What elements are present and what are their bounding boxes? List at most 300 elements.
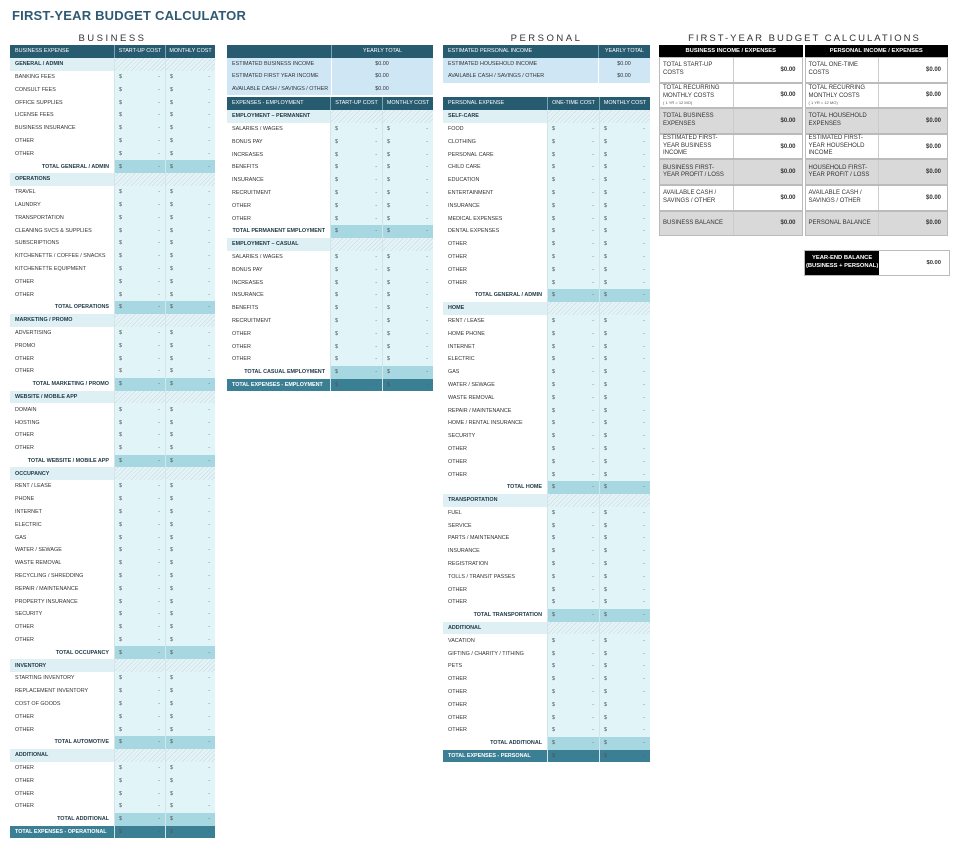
cost-cell-2[interactable] — [599, 507, 650, 520]
cost-cell-1[interactable] — [330, 289, 382, 302]
cost-cell-1[interactable] — [547, 596, 599, 609]
cost-cell-1[interactable] — [547, 686, 599, 699]
cost-cell-1[interactable] — [547, 123, 599, 136]
total-cell-1[interactable] — [114, 813, 165, 826]
cost-cell-2[interactable] — [382, 135, 433, 148]
cost-cell-1[interactable] — [114, 83, 165, 96]
cost-cell-1[interactable] — [114, 109, 165, 122]
cost-cell-2[interactable] — [599, 711, 650, 724]
cost-cell-1[interactable] — [330, 148, 382, 161]
cost-cell-2[interactable] — [165, 723, 215, 736]
cost-cell-2[interactable] — [599, 251, 650, 264]
cost-cell-2[interactable] — [165, 403, 215, 416]
dollar-sign: $ — [119, 739, 122, 746]
cost-cell-2[interactable] — [165, 263, 215, 276]
cost-cell-1[interactable] — [114, 365, 165, 378]
cost-cell-2[interactable] — [599, 545, 650, 558]
cost-cell-1[interactable] — [547, 225, 599, 238]
cost-cell-2[interactable] — [382, 315, 433, 328]
cost-cell-1[interactable] — [114, 211, 165, 224]
cost-cell-1[interactable] — [547, 545, 599, 558]
cost-cell-1[interactable] — [114, 237, 165, 250]
cost-cell-1[interactable] — [114, 595, 165, 608]
row-label: RECRUITMENT — [232, 317, 272, 324]
dash-value: - — [592, 343, 594, 350]
cost-cell-1[interactable] — [330, 302, 382, 315]
cost-cell-2[interactable] — [165, 365, 215, 378]
cost-cell-2[interactable] — [165, 672, 215, 685]
summary-value[interactable]: $0.00 — [598, 58, 650, 71]
cost-cell-1[interactable] — [114, 135, 165, 148]
cost-cell-2[interactable] — [599, 148, 650, 161]
cost-cell-2[interactable] — [165, 762, 215, 775]
grand-total-cell-2[interactable] — [599, 750, 650, 763]
calc-value[interactable]: $0.00 — [878, 212, 947, 236]
cost-cell-2[interactable] — [165, 327, 215, 340]
cost-cell-1[interactable] — [547, 187, 599, 200]
calc-value[interactable]: $0.00 — [878, 109, 947, 133]
cost-cell-1[interactable] — [114, 570, 165, 583]
cost-cell-1[interactable] — [547, 404, 599, 417]
total-cell-1[interactable] — [547, 737, 599, 750]
cost-cell-2[interactable] — [382, 340, 433, 353]
cost-cell-1[interactable] — [547, 315, 599, 328]
cost-cell-1[interactable] — [114, 608, 165, 621]
cost-cell-2[interactable] — [599, 570, 650, 583]
cost-cell-1[interactable] — [114, 493, 165, 506]
total-cell-1[interactable] — [114, 455, 165, 468]
cost-cell-2[interactable] — [165, 544, 215, 557]
dash-value: - — [643, 253, 645, 260]
cost-cell-1[interactable] — [114, 186, 165, 199]
cost-cell-1[interactable] — [114, 288, 165, 301]
cost-cell-2[interactable] — [599, 263, 650, 276]
cost-cell-1[interactable] — [547, 366, 599, 379]
cost-cell-2[interactable] — [599, 212, 650, 225]
cost-cell-2[interactable] — [165, 352, 215, 365]
cost-cell-1[interactable] — [114, 147, 165, 160]
cost-cell-2[interactable] — [165, 698, 215, 711]
cost-cell-2[interactable] — [599, 647, 650, 660]
cost-cell-1[interactable] — [330, 353, 382, 366]
cost-cell-1[interactable] — [114, 96, 165, 109]
cost-cell-1[interactable] — [330, 199, 382, 212]
cost-cell-1[interactable] — [330, 276, 382, 289]
grand-total-cell-1[interactable] — [330, 379, 382, 392]
cost-cell-1[interactable] — [114, 199, 165, 212]
summary-value[interactable]: $0.00 — [331, 58, 433, 71]
cost-cell-2[interactable] — [599, 698, 650, 711]
cost-cell-1[interactable] — [547, 174, 599, 187]
cost-cell-2[interactable] — [382, 289, 433, 302]
cost-cell-1[interactable] — [547, 148, 599, 161]
cost-cell-2[interactable] — [599, 404, 650, 417]
cost-cell-1[interactable] — [547, 379, 599, 392]
cost-cell-1[interactable] — [114, 544, 165, 557]
cost-cell-1[interactable] — [547, 583, 599, 596]
cost-cell-2[interactable] — [599, 225, 650, 238]
cost-cell-2[interactable] — [165, 237, 215, 250]
cost-cell-2[interactable] — [382, 161, 433, 174]
cost-cell-2[interactable] — [599, 391, 650, 404]
cost-cell-1[interactable] — [547, 353, 599, 366]
dollar-sign: $ — [170, 381, 173, 388]
cost-cell-2[interactable] — [165, 634, 215, 647]
cost-cell-2[interactable] — [165, 71, 215, 84]
total-cell-1[interactable] — [114, 301, 165, 314]
total-cell-2[interactable] — [382, 366, 433, 379]
cost-cell-1[interactable] — [547, 276, 599, 289]
cost-cell-2[interactable] — [599, 366, 650, 379]
total-cell-2[interactable] — [599, 737, 650, 750]
cost-cell-2[interactable] — [599, 634, 650, 647]
cost-cell-2[interactable] — [382, 353, 433, 366]
cost-cell-2[interactable] — [599, 596, 650, 609]
cost-cell-1[interactable] — [114, 787, 165, 800]
cost-cell-2[interactable] — [382, 174, 433, 187]
cost-cell-2[interactable] — [165, 96, 215, 109]
cost-cell-2[interactable] — [165, 109, 215, 122]
dash-value: - — [643, 612, 645, 619]
cost-cell-2[interactable] — [165, 710, 215, 723]
cost-cell-2[interactable] — [599, 238, 650, 251]
cost-cell-1[interactable] — [114, 275, 165, 288]
calc-value[interactable]: $0.00 — [733, 160, 802, 184]
cost-cell-2[interactable] — [599, 315, 650, 328]
row-label: STARTING INVENTORY — [15, 675, 75, 682]
cost-cell-1[interactable] — [547, 161, 599, 174]
cost-cell-2[interactable] — [599, 583, 650, 596]
calc-value[interactable]: $0.00 — [733, 135, 802, 159]
cost-cell-1[interactable] — [114, 800, 165, 813]
cost-cell-1[interactable] — [114, 250, 165, 263]
cost-cell-2[interactable] — [165, 506, 215, 519]
cost-cell-2[interactable] — [165, 480, 215, 493]
dash-value: - — [158, 509, 160, 516]
cost-cell-1[interactable] — [330, 212, 382, 225]
row-label: PETS — [448, 663, 463, 670]
calc-value[interactable]: $0.00 — [878, 84, 947, 108]
cost-cell-1[interactable] — [114, 634, 165, 647]
cost-cell-2[interactable] — [599, 532, 650, 545]
cost-cell-1[interactable] — [114, 122, 165, 135]
cost-cell-2[interactable] — [599, 430, 650, 443]
cost-cell-2[interactable] — [599, 519, 650, 532]
row-label: ELECTRIC — [448, 356, 475, 363]
cost-cell-1[interactable] — [330, 315, 382, 328]
cost-cell-1[interactable] — [330, 123, 382, 136]
cost-cell-1[interactable] — [547, 212, 599, 225]
total-cell-2[interactable] — [165, 378, 215, 391]
grand-total-cell-1[interactable] — [547, 750, 599, 763]
cost-cell-1[interactable] — [114, 762, 165, 775]
cost-cell-1[interactable] — [114, 710, 165, 723]
row-label: OTHER — [448, 586, 467, 593]
dollar-sign: $ — [170, 726, 173, 733]
cost-cell-1[interactable] — [547, 698, 599, 711]
cost-cell-2[interactable] — [599, 660, 650, 673]
dollar-sign: $ — [119, 713, 122, 720]
cost-cell-1[interactable] — [114, 403, 165, 416]
cost-cell-1[interactable] — [114, 71, 165, 84]
dash-value: - — [158, 637, 160, 644]
cost-cell-2[interactable] — [599, 455, 650, 468]
cost-cell-1[interactable] — [114, 774, 165, 787]
cost-cell-2[interactable] — [165, 211, 215, 224]
cost-cell-2[interactable] — [165, 416, 215, 429]
cost-cell-1[interactable] — [547, 199, 599, 212]
cost-cell-2[interactable] — [599, 123, 650, 136]
cost-cell-2[interactable] — [165, 518, 215, 531]
cost-cell-2[interactable] — [382, 123, 433, 136]
cost-cell-1[interactable] — [547, 238, 599, 251]
cost-cell-2[interactable] — [599, 686, 650, 699]
cost-cell-2[interactable] — [599, 187, 650, 200]
summary-value[interactable]: $0.00 — [331, 83, 433, 96]
cost-cell-1[interactable] — [330, 327, 382, 340]
cost-cell-1[interactable] — [114, 621, 165, 634]
cost-cell-2[interactable] — [165, 186, 215, 199]
cost-cell-2[interactable] — [165, 582, 215, 595]
calc-value[interactable]: $0.00 — [733, 109, 802, 133]
dash-value: - — [592, 727, 594, 734]
dash-value: - — [158, 675, 160, 682]
cost-cell-2[interactable] — [382, 251, 433, 264]
total-cell-2[interactable] — [165, 301, 215, 314]
cost-cell-2[interactable] — [165, 147, 215, 160]
cost-cell-2[interactable] — [382, 187, 433, 200]
cost-cell-2[interactable] — [165, 288, 215, 301]
dash-value: - — [158, 355, 160, 362]
cost-cell-1[interactable] — [330, 340, 382, 353]
cost-cell-2[interactable] — [165, 199, 215, 212]
calc-business-cell — [659, 159, 803, 185]
total-cell-2[interactable] — [165, 160, 215, 173]
cost-cell-1[interactable] — [114, 557, 165, 570]
cost-cell-2[interactable] — [599, 327, 650, 340]
cost-cell-2[interactable] — [165, 429, 215, 442]
total-cell-2[interactable] — [599, 481, 650, 494]
cost-cell-1[interactable] — [547, 724, 599, 737]
summary-value[interactable]: $0.00 — [331, 70, 433, 83]
cost-cell-2[interactable] — [599, 558, 650, 571]
grand-total-cell-1[interactable] — [114, 826, 165, 839]
cost-cell-1[interactable] — [547, 558, 599, 571]
cost-cell-1[interactable] — [547, 391, 599, 404]
cost-cell-2[interactable] — [165, 493, 215, 506]
dollar-sign: $ — [119, 214, 122, 221]
grand-total-cell-2[interactable] — [165, 826, 215, 839]
calc-value[interactable]: $0.00 — [733, 186, 802, 210]
cost-cell-2[interactable] — [382, 199, 433, 212]
cost-cell-2[interactable] — [382, 148, 433, 161]
cost-cell-1[interactable] — [330, 263, 382, 276]
cost-cell-2[interactable] — [165, 621, 215, 634]
cost-cell-2[interactable] — [165, 339, 215, 352]
cost-cell-2[interactable] — [599, 161, 650, 174]
cost-cell-1[interactable] — [547, 507, 599, 520]
cost-cell-1[interactable] — [547, 430, 599, 443]
cost-cell-1[interactable] — [330, 135, 382, 148]
group-shade — [599, 622, 650, 635]
grand-total-cell-2[interactable] — [382, 379, 433, 392]
table-row — [10, 327, 215, 340]
cost-cell-2[interactable] — [382, 302, 433, 315]
cost-cell-1[interactable] — [547, 711, 599, 724]
cost-cell-2[interactable] — [599, 353, 650, 366]
dollar-sign: $ — [552, 612, 555, 619]
dollar-sign: $ — [604, 164, 607, 171]
calc-row — [659, 185, 950, 211]
total-cell-2[interactable] — [382, 225, 433, 238]
table-header-row — [10, 45, 215, 58]
cost-cell-2[interactable] — [165, 685, 215, 698]
cost-cell-1[interactable] — [547, 135, 599, 148]
cost-cell-1[interactable] — [114, 672, 165, 685]
cost-cell-1[interactable] — [114, 685, 165, 698]
cost-cell-2[interactable] — [165, 595, 215, 608]
total-cell-1[interactable] — [330, 225, 382, 238]
total-cell-1[interactable] — [547, 289, 599, 302]
cost-cell-2[interactable] — [599, 174, 650, 187]
cost-cell-1[interactable] — [114, 429, 165, 442]
cost-cell-1[interactable] — [547, 417, 599, 430]
total-cell-1[interactable] — [547, 481, 599, 494]
cost-cell-1[interactable] — [114, 442, 165, 455]
cost-cell-1[interactable] — [547, 532, 599, 545]
cost-cell-2[interactable] — [599, 340, 650, 353]
cost-cell-1[interactable] — [114, 531, 165, 544]
total-cell-2[interactable] — [165, 455, 215, 468]
total-cell-1[interactable] — [330, 366, 382, 379]
calc-label — [660, 212, 733, 236]
calc-value[interactable]: $0.00 — [878, 58, 947, 82]
cost-cell-2[interactable] — [382, 276, 433, 289]
cost-cell-1[interactable] — [114, 263, 165, 276]
dash-value: - — [158, 483, 160, 490]
calc-label — [806, 84, 879, 108]
row-label: OTHER — [448, 241, 467, 248]
cost-cell-2[interactable] — [165, 800, 215, 813]
cost-cell-1[interactable] — [114, 327, 165, 340]
cost-cell-2[interactable] — [165, 275, 215, 288]
group-total-row — [10, 646, 215, 659]
cost-cell-1[interactable] — [114, 698, 165, 711]
cost-cell-2[interactable] — [165, 787, 215, 800]
cost-cell-1[interactable] — [114, 480, 165, 493]
cost-cell-2[interactable] — [165, 557, 215, 570]
cost-cell-1[interactable] — [547, 327, 599, 340]
cost-cell-2[interactable] — [382, 263, 433, 276]
cost-cell-2[interactable] — [599, 276, 650, 289]
cost-cell-1[interactable] — [114, 224, 165, 237]
cost-cell-1[interactable] — [547, 468, 599, 481]
cost-cell-2[interactable] — [165, 224, 215, 237]
cost-cell-2[interactable] — [165, 83, 215, 96]
cost-cell-1[interactable] — [547, 263, 599, 276]
cost-cell-2[interactable] — [165, 608, 215, 621]
calc-value[interactable]: $0.00 — [878, 186, 947, 210]
calc-value[interactable]: $0.00 — [878, 160, 947, 184]
total-cell-1[interactable] — [114, 736, 165, 749]
cost-cell-2[interactable] — [599, 199, 650, 212]
cost-cell-1[interactable] — [547, 634, 599, 647]
cost-cell-1[interactable] — [114, 416, 165, 429]
total-cell-2[interactable] — [599, 289, 650, 302]
dash-value: - — [208, 816, 210, 823]
cost-cell-1[interactable] — [547, 673, 599, 686]
cost-cell-1[interactable] — [547, 660, 599, 673]
cost-cell-2[interactable] — [165, 442, 215, 455]
cost-cell-1[interactable] — [114, 582, 165, 595]
cost-cell-2[interactable] — [599, 379, 650, 392]
cost-cell-1[interactable] — [114, 339, 165, 352]
cost-cell-1[interactable] — [330, 187, 382, 200]
summary-value[interactable]: $0.00 — [598, 70, 650, 83]
calc-value[interactable]: $0.00 — [733, 212, 802, 236]
cost-cell-2[interactable] — [599, 417, 650, 430]
cost-cell-1[interactable] — [330, 174, 382, 187]
dollar-sign: $ — [119, 547, 122, 554]
cost-cell-1[interactable] — [114, 352, 165, 365]
dash-value: - — [643, 740, 645, 747]
group-total-row — [443, 609, 650, 622]
total-cell-2[interactable] — [165, 736, 215, 749]
cost-cell-2[interactable] — [599, 468, 650, 481]
cost-cell-1[interactable] — [547, 455, 599, 468]
total-cell-2[interactable] — [165, 646, 215, 659]
calc-value[interactable]: $0.00 — [733, 58, 802, 82]
cost-cell-2[interactable] — [599, 673, 650, 686]
dollar-sign: $ — [170, 99, 173, 106]
cost-cell-2[interactable] — [165, 250, 215, 263]
cost-cell-1[interactable] — [547, 251, 599, 264]
calc-value[interactable]: $0.00 — [733, 84, 802, 108]
cost-cell-2[interactable] — [165, 570, 215, 583]
cost-cell-2[interactable] — [165, 531, 215, 544]
cost-cell-1[interactable] — [547, 443, 599, 456]
cost-cell-1[interactable] — [330, 161, 382, 174]
total-cell-2[interactable] — [599, 609, 650, 622]
total-cell-1[interactable] — [547, 609, 599, 622]
calc-value[interactable]: $0.00 — [878, 135, 947, 159]
cost-cell-2[interactable] — [165, 774, 215, 787]
dash-value: - — [208, 304, 210, 311]
dollar-sign: $ — [604, 650, 607, 657]
cost-cell-1[interactable] — [547, 570, 599, 583]
cost-cell-2[interactable] — [599, 135, 650, 148]
total-cell-2[interactable] — [165, 813, 215, 826]
row-label: CLEANING SVCS & SUPPLIES — [15, 227, 92, 234]
cost-cell-1[interactable] — [547, 340, 599, 353]
cost-cell-1[interactable] — [547, 647, 599, 660]
cost-cell-1[interactable] — [114, 518, 165, 531]
total-cell-1[interactable] — [114, 378, 165, 391]
total-cell-1[interactable] — [114, 646, 165, 659]
cost-cell-1[interactable] — [547, 519, 599, 532]
cost-cell-2[interactable] — [165, 122, 215, 135]
cost-cell-2[interactable] — [382, 327, 433, 340]
cost-cell-1[interactable] — [114, 723, 165, 736]
cost-cell-2[interactable] — [382, 212, 433, 225]
total-cell-1[interactable] — [114, 160, 165, 173]
cost-cell-2[interactable] — [599, 443, 650, 456]
cost-cell-2[interactable] — [599, 724, 650, 737]
cost-cell-2[interactable] — [165, 135, 215, 148]
year-end-value[interactable]: $0.00 — [926, 260, 941, 266]
cost-cell-1[interactable] — [114, 506, 165, 519]
cost-cell-1[interactable] — [330, 251, 382, 264]
